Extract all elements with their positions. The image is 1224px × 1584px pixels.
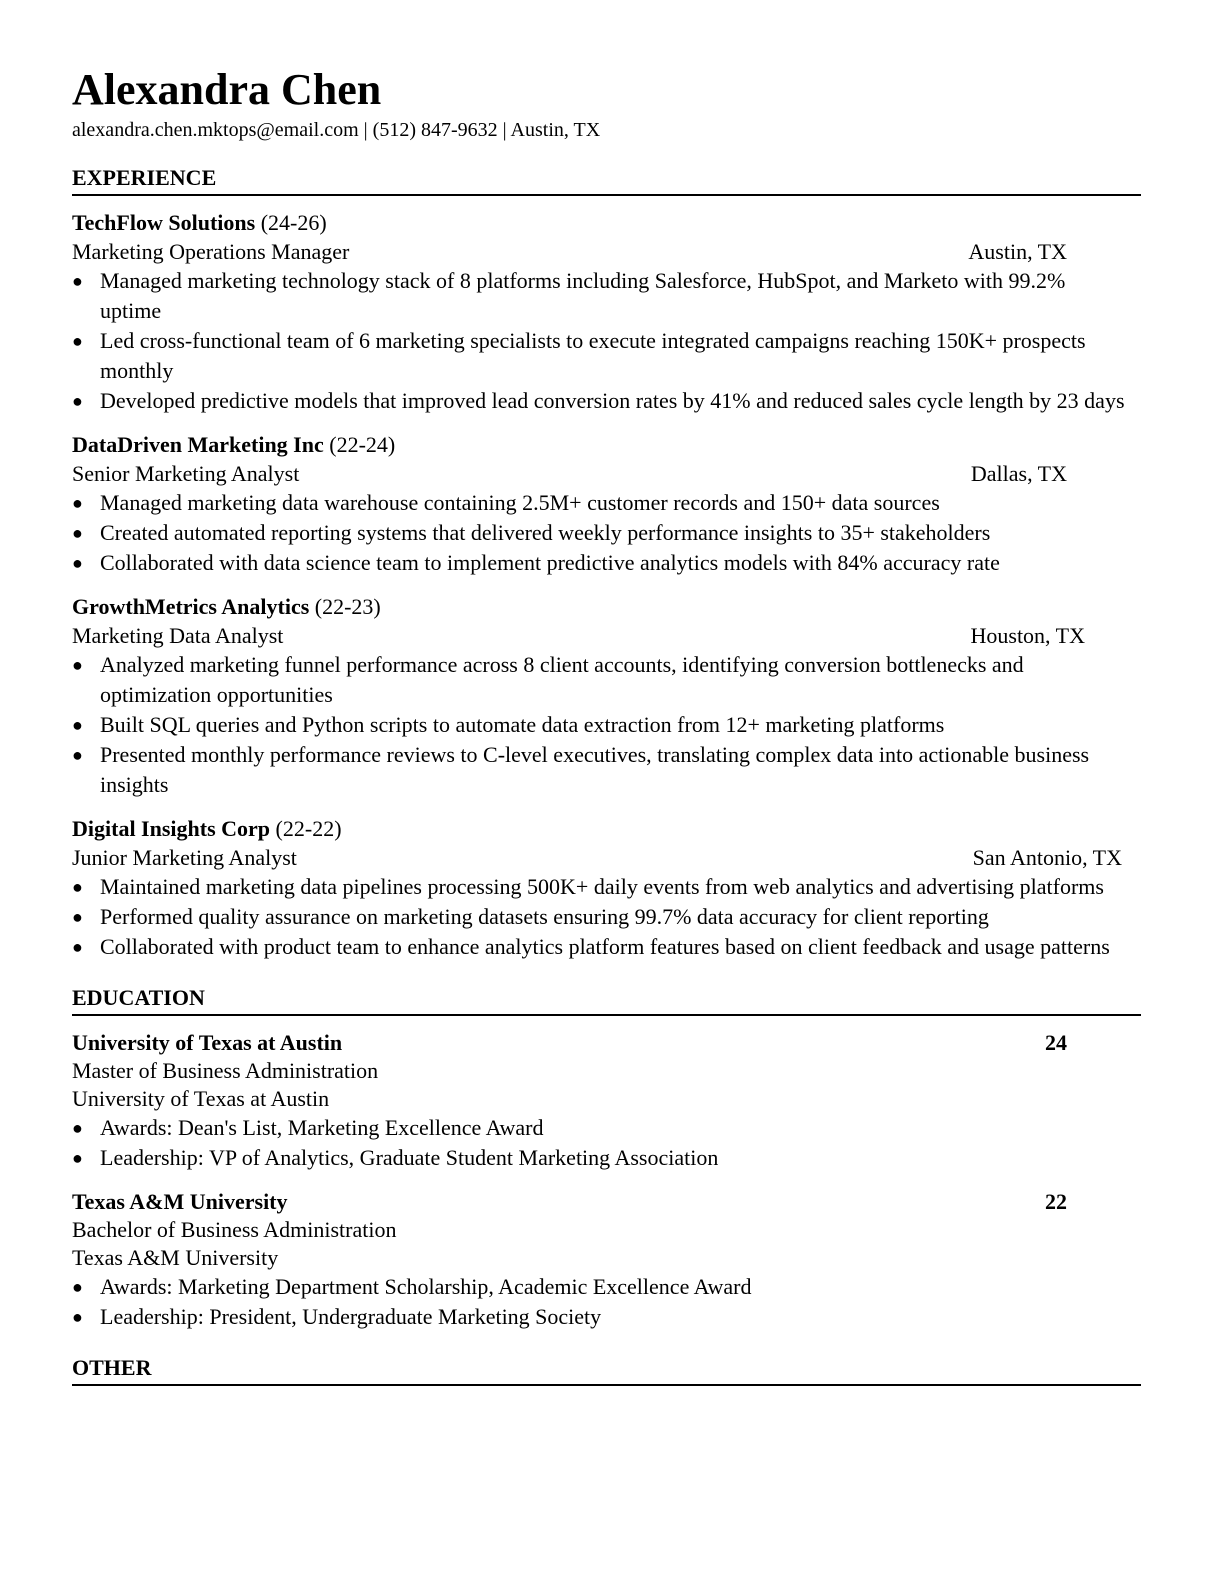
bullet-item: [72, 518, 1141, 548]
job-entry: [72, 208, 1141, 416]
bullet-item: [72, 386, 1141, 416]
bullet-item: [72, 326, 1141, 386]
degree: Master of Business Administration: [72, 1058, 379, 1083]
bullet-item: [72, 1302, 1141, 1332]
bullet-text: Awards: Dean's List, Marketing Excellence Award: [100, 1115, 544, 1140]
bullet-text: Leadership: President, Undergraduate Marketing Society: [100, 1304, 602, 1329]
education-bullets: [72, 1113, 1141, 1173]
job-location: Houston, TX: [970, 623, 1085, 648]
bullet-text: Developed predictive models that improved lead conversion rates by 41% and reduced sales cycle length by 23 days: [100, 388, 1125, 413]
bullet-icon: ●: [72, 331, 83, 351]
bullet-text: Awards: Marketing Department Scholarship, Academic Excellence Award: [100, 1274, 752, 1299]
job-location: San Antonio, TX: [972, 845, 1122, 870]
bullet-text: Created automated reporting systems that delivered weekly performance insights to 35+ stakeholders: [100, 520, 991, 545]
job-dates: (22-22): [275, 816, 342, 841]
bullet-text: Collaborated with data science team to implement predictive analytics models with 84% accuracy rate: [100, 550, 1000, 575]
bullet-text: Performed quality assurance on marketing datasets ensuring 99.7% data accuracy for client reporting: [100, 904, 989, 929]
section-heading-education: EDUCATION: [72, 984, 1141, 1016]
job-entry: [72, 430, 1141, 578]
job-bullets: [72, 488, 1141, 578]
bullet-item: [72, 266, 1141, 326]
job-title: Junior Marketing Analyst: [72, 845, 297, 870]
section-heading-other: OTHER: [72, 1354, 1141, 1386]
bullet-item: [72, 1143, 1141, 1173]
company-name: Digital Insights Corp: [72, 816, 271, 841]
job-bullets: [72, 872, 1141, 962]
job-location: Austin, TX: [968, 239, 1067, 264]
education-bullets: [72, 1272, 1141, 1332]
job-dates: (22-23): [314, 594, 381, 619]
education-entry: [72, 1187, 1141, 1332]
bullet-icon: ●: [72, 493, 83, 513]
bullet-text: Managed marketing technology stack of 8 platforms including Salesforce, HubSpot, and Marketo with 99.2% uptime: [100, 268, 1066, 323]
job-bullets: [72, 650, 1141, 800]
bullet-text: Maintained marketing data pipelines processing 500K+ daily events from web analytics and advertising platforms: [100, 874, 1104, 899]
bullet-icon: ●: [72, 715, 83, 735]
bullet-icon: ●: [72, 655, 83, 675]
bullet-item: [72, 1113, 1141, 1143]
school-name: University of Texas at Austin: [72, 1030, 343, 1055]
bullet-text: Built SQL queries and Python scripts to automate data extraction from 12+ marketing platforms: [100, 712, 945, 737]
bullet-item: [72, 710, 1141, 740]
bullet-text: Managed marketing data warehouse containing 2.5M+ customer records and 150+ data sources: [100, 490, 940, 515]
company-name: DataDriven Marketing Inc: [72, 432, 324, 457]
bullet-icon: ●: [72, 1118, 83, 1138]
bullet-text: Collaborated with product team to enhance analytics platform features based on client feedback and usage patterns: [100, 934, 1110, 959]
company-name: TechFlow Solutions: [72, 210, 256, 235]
bullet-icon: ●: [72, 553, 83, 573]
bullet-item: [72, 902, 1141, 932]
bullet-item: [72, 932, 1141, 962]
job-title: Marketing Operations Manager: [72, 239, 350, 264]
bullet-icon: ●: [72, 907, 83, 927]
bullet-item: [72, 488, 1141, 518]
bullet-item: [72, 548, 1141, 578]
education-entry: [72, 1028, 1141, 1173]
bullet-text: Led cross-functional team of 6 marketing specialists to execute integrated campaigns reaching 150K+ prospects monthly: [100, 328, 1086, 383]
job-bullets: [72, 266, 1141, 416]
graduation-year: 24: [1045, 1030, 1067, 1055]
bullet-icon: ●: [72, 391, 83, 411]
institution: University of Texas at Austin: [72, 1086, 330, 1111]
bullet-text: Presented monthly performance reviews to C-level executives, translating complex data into actionable business insights: [100, 742, 1090, 797]
section-heading-experience: EXPERIENCE: [72, 164, 1141, 196]
bullet-icon: ●: [72, 745, 83, 765]
job-dates: (24-26): [260, 210, 327, 235]
job-title: Marketing Data Analyst: [72, 623, 284, 648]
job-location: Dallas, TX: [970, 461, 1067, 486]
bullet-icon: ●: [72, 523, 83, 543]
job-entry: [72, 814, 1141, 962]
resume-page: [72, 64, 1141, 1386]
bullet-item: [72, 740, 1141, 800]
bullet-icon: ●: [72, 1148, 83, 1168]
bullet-icon: ●: [72, 1307, 83, 1327]
bullet-icon: ●: [72, 937, 83, 957]
school-name: Texas A&M University: [72, 1189, 288, 1214]
job-title: Senior Marketing Analyst: [72, 461, 300, 486]
bullet-icon: ●: [72, 877, 83, 897]
job-entry: [72, 592, 1141, 800]
bullet-item: [72, 872, 1141, 902]
graduation-year: 22: [1045, 1189, 1067, 1214]
company-name: GrowthMetrics Analytics: [72, 594, 310, 619]
job-dates: (22-24): [329, 432, 396, 457]
institution: Texas A&M University: [72, 1245, 279, 1270]
bullet-item: [72, 1272, 1141, 1302]
bullet-text: Leadership: VP of Analytics, Graduate Student Marketing Association: [100, 1145, 719, 1170]
bullet-icon: ●: [72, 1277, 83, 1297]
candidate-name: Alexandra Chen: [72, 65, 382, 114]
degree: Bachelor of Business Administration: [72, 1217, 397, 1242]
contact-line: alexandra.chen.mktops@email.com | (512) 847-9632 | Austin, TX: [72, 119, 601, 141]
bullet-text: Analyzed marketing funnel performance across 8 client accounts, identifying conversion bottlenecks and optimization opportunities: [100, 652, 1024, 707]
bullet-item: [72, 650, 1141, 710]
bullet-icon: ●: [72, 271, 83, 291]
